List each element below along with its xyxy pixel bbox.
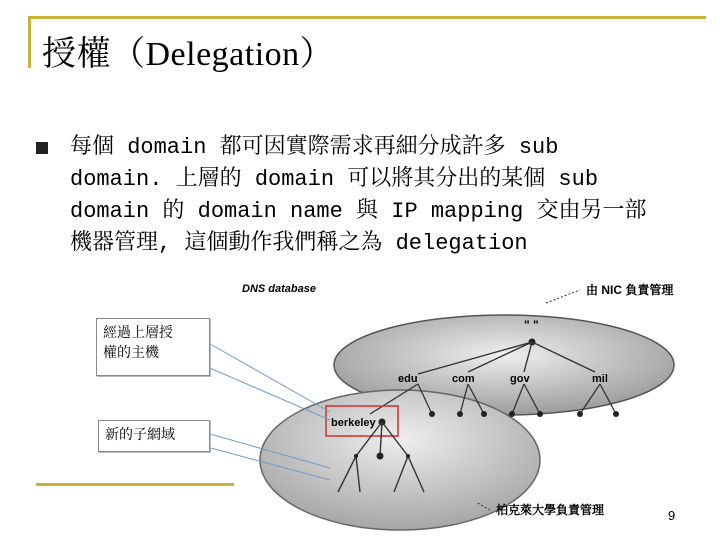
bullet-text: 每個 domain 都可因實際需求再細分成許多 sub domain. 上層的 domain 可以將其分出的某個 sub domain 的 domain name 與 IP mapping 交由另一部 機器管理, 這個動作我們稱之為 delegation: [70, 135, 647, 256]
root-label: " ": [524, 318, 539, 332]
callout-new-subdomain: [98, 420, 210, 452]
tld-mil-label: mil: [592, 373, 608, 385]
page-number: 9: [668, 508, 676, 523]
callout-upper-host: [96, 318, 210, 376]
tld-com-label: com: [452, 373, 475, 385]
school-label: 柏克萊大學負責管理: [496, 503, 605, 517]
tld-edu-label: edu: [398, 373, 418, 385]
berkeley-label: berkeley: [331, 417, 376, 429]
nic-leader-line: [546, 290, 580, 303]
callout-new-subdomain-text: 新的子網域: [105, 427, 175, 443]
nic-label: 由 NIC 負責管理: [586, 283, 674, 297]
footer-rule: [36, 483, 234, 486]
slide-title: 授權（Delegation）: [42, 36, 335, 73]
callout-upper-host-text: 經過上層授 權的主機: [103, 325, 173, 361]
tld-gov-label: gov: [510, 373, 530, 385]
dns-database-label: DNS database: [242, 283, 316, 295]
